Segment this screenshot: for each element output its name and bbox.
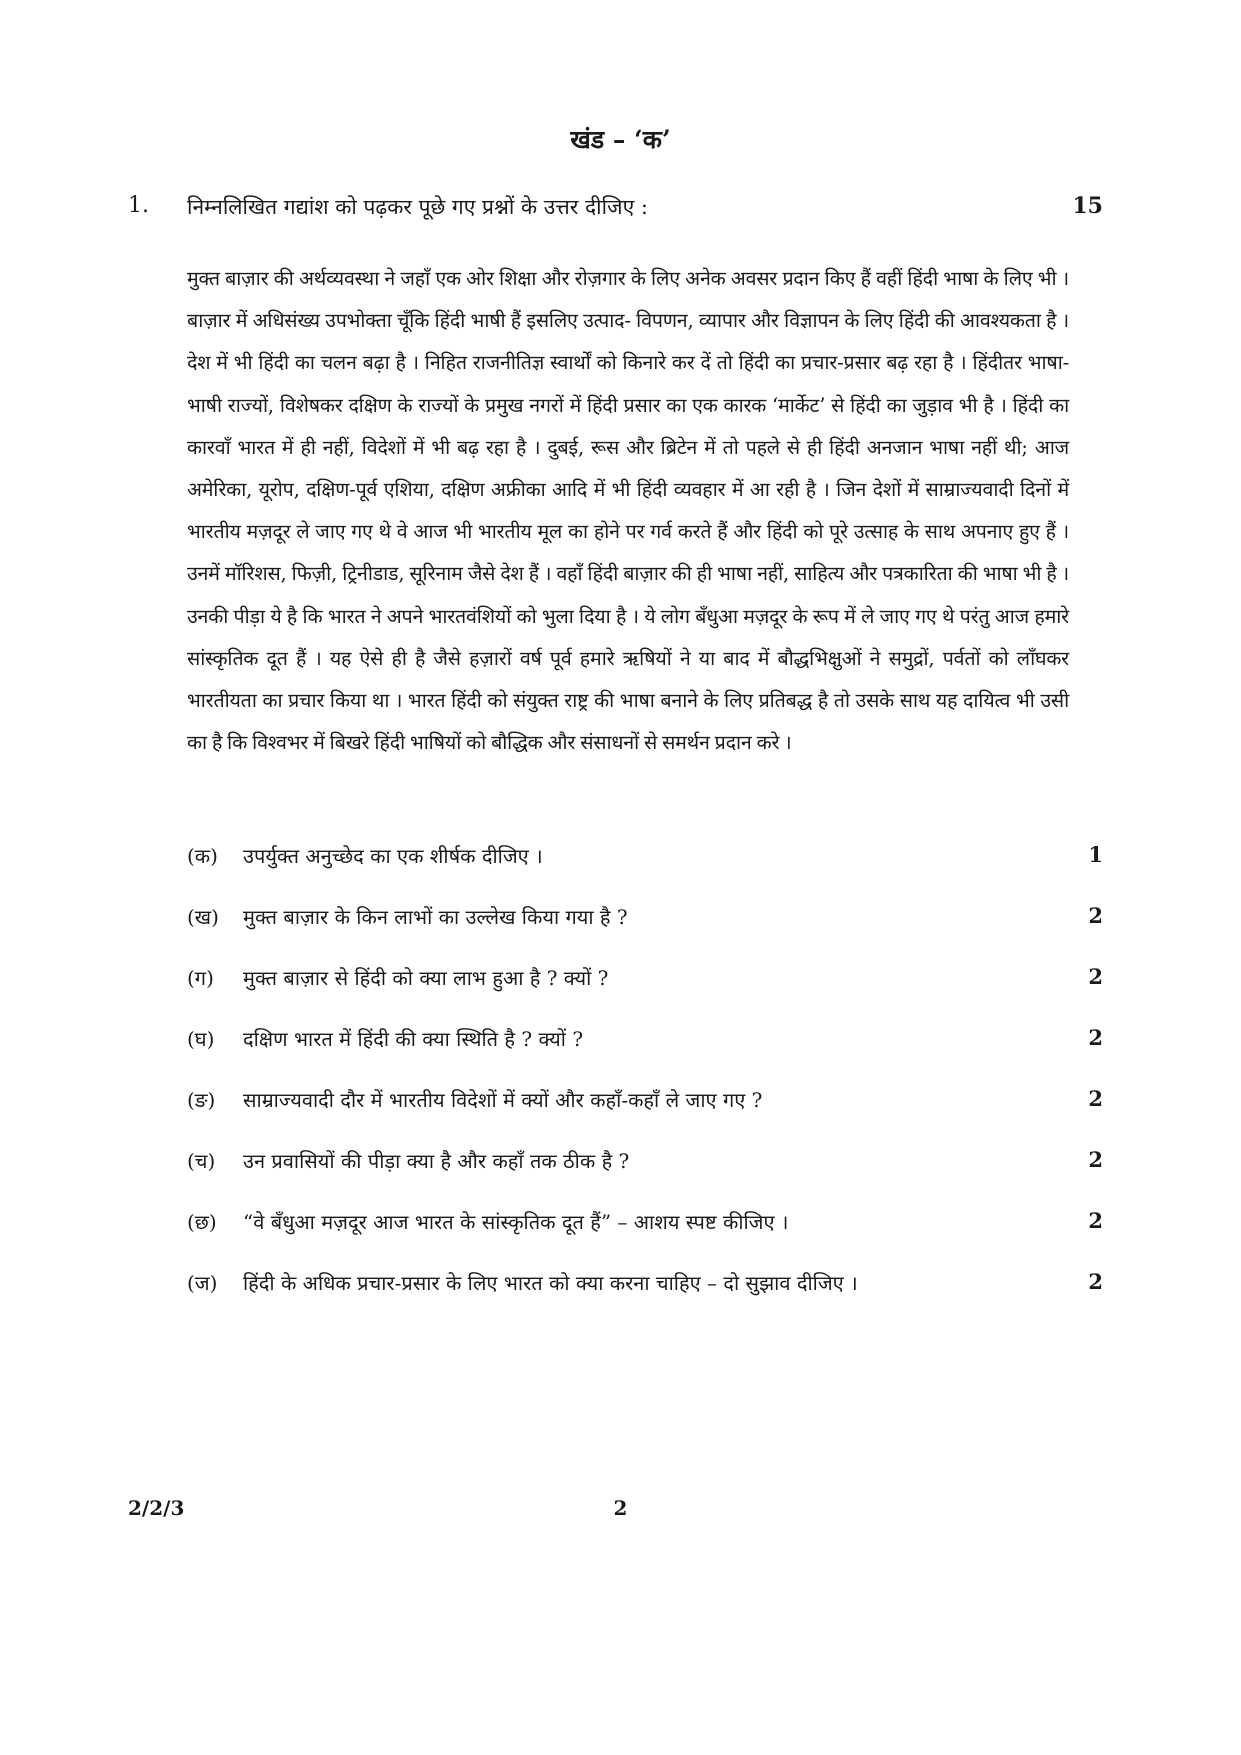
sub-question-text: मुक्त बाज़ार से हिंदी को क्या लाभ हुआ है ? क्यों ? — [243, 966, 609, 990]
sub-question-label: (च) — [187, 1149, 216, 1173]
sub-question-marks: 2 — [1088, 1269, 1103, 1294]
sub-question-label: (ग) — [187, 966, 214, 990]
sub-question — [187, 903, 1103, 943]
passage: मुक्त बाज़ार की अर्थव्यवस्था ने जहाँ एक ओर शिक्षा और रोज़गार के लिए अनेक अवसर प्रदान किए हैं वहीं हिंदी भाषा के लिए भी । बाज़ार में अधिसंख्य उपभोक्ता चूँकि हिंदी भाषी हैं इसलिए उत्पाद- विपणन, व्यापार और विज्ञापन के लिए हिंदी की आवश्यकता है । देश में भी हिंदी का चलन बढ़ा है । निहित राजनीतिज्ञ स्वार्थों को किनारे कर दें तो हिंदी का प्रचार-प्रसार बढ़ रहा है । हिंदीतर भाषा-भाषी राज्यों, विशेषकर दक्षिण के राज्यों के प्रमुख नगरों में हिंदी प्रसार का एक कारक ‘मार्केट’ से हिंदी का जुड़ाव भी है । हिंदी का कारवाँ भारत में ही नहीं, विदेशों में भी बढ़ रहा है । दुबई, रूस और ब्रिटेन में तो पहले से ही हिंदी अनजान भाषा नहीं थी; आज अमेरिका, यूरोप, दक्षिण-पूर्व एशिया, दक्षिण अफ्रीका आदि में भी हिंदी व्यवहार में आ रही है । जिन देशों में साम्राज्यवादी दिनों में भारतीय मज़दूर ले जाए गए थे वे आज भी भारतीय मूल का होने पर गर्व करते हैं और हिंदी को पूरे उत्साह के साथ अपनाए हुए हैं । उनमें मॉरिशस, फिज़ी, ट्रिनीडाड, सूरिनाम जैसे देश हैं । वहाँ हिंदी बाज़ार की ही भाषा नहीं, साहित्य और पत्रकारिता की भाषा भी है । उनकी पीड़ा ये है कि भारत ने अपने भारतवंशियों को भुला दिया है । ये लोग बँधुआ मज़दूर के रूप में ले जाए गए थे परंतु आज हमारे सांस्कृतिक दूत हैं । यह ऐसे ही है जैसे हज़ारों वर्ष पूर्व हमारे ऋषियों ने या बाद में बौद्धभिक्षुओं ने समुद्रों, पर्वतों को लाँघकर भारतीयता का प्रचार किया था । भारत हिंदी को संयुक्त राष्ट्र की भाषा बनाने के लिए प्रतिबद्ध है तो उसके साथ यह दायित्व भी उसी का है कि विश्वभर में बिखरे हिंदी भाषियों को बौद्धिक और संसाधनों से समर्थन प्रदान करे । — [187, 267, 1069, 755]
sub-question — [187, 1208, 1103, 1248]
sub-question-marks: 2 — [1088, 1147, 1103, 1172]
sub-question-label: (छ) — [187, 1210, 217, 1234]
sub-question-marks: 2 — [1088, 903, 1103, 928]
sub-question-text: उन प्रवासियों की पीड़ा क्या है और कहाँ तक ठीक है ? — [243, 1149, 630, 1173]
sub-question-text: उपर्युक्त अनुच्छेद का एक शीर्षक दीजिए । — [243, 844, 543, 868]
sub-question-marks: 1 — [1088, 842, 1103, 867]
sub-question — [187, 964, 1103, 1004]
question-number: 1. — [128, 193, 149, 218]
sub-question-text: साम्राज्यवादी दौर में भारतीय विदेशों में क्यों और कहाँ-कहाँ ले जाए गए ? — [243, 1088, 763, 1112]
sub-question — [187, 842, 1103, 882]
sub-question-marks: 2 — [1088, 1208, 1103, 1233]
sub-question — [187, 1269, 1103, 1309]
sub-question-marks: 2 — [1088, 964, 1103, 989]
sub-question-marks: 2 — [1088, 1025, 1103, 1050]
sub-question-label: (क) — [187, 844, 218, 868]
sub-question-text: हिंदी के अधिक प्रचार-प्रसार के लिए भारत को क्या करना चाहिए – दो सुझाव दीजिए । — [243, 1271, 858, 1295]
sub-question — [187, 1147, 1103, 1187]
sub-question-label: (ज) — [187, 1271, 218, 1295]
sub-question — [187, 1025, 1103, 1065]
sub-question-label: (घ) — [187, 1027, 215, 1051]
sub-question-text: “वे बँधुआ मज़दूर आज भारत के सांस्कृतिक दूत हैं” – आशय स्पष्ट कीजिए । — [243, 1210, 789, 1234]
sub-question — [187, 1086, 1103, 1126]
sub-question-label: (ख) — [187, 905, 219, 929]
question-marks: 15 — [1072, 193, 1103, 219]
paper-code: 2/2/3 — [128, 1496, 185, 1520]
sub-question-label: (ङ) — [187, 1088, 216, 1112]
sub-question-marks: 2 — [1088, 1086, 1103, 1111]
sub-question-text: मुक्त बाज़ार के किन लाभों का उल्लेख किया गया है ? — [243, 905, 628, 929]
page-number: 2 — [613, 1496, 628, 1520]
sub-question-text: दक्षिण भारत में हिंदी की क्या स्थिति है ? क्यों ? — [243, 1027, 584, 1051]
question-instruction: निम्नलिखित गद्यांश को पढ़कर पूछे गए प्रश्नों के उत्तर दीजिए : — [187, 195, 649, 219]
section-title: खंड – ‘क’ — [570, 125, 671, 154]
